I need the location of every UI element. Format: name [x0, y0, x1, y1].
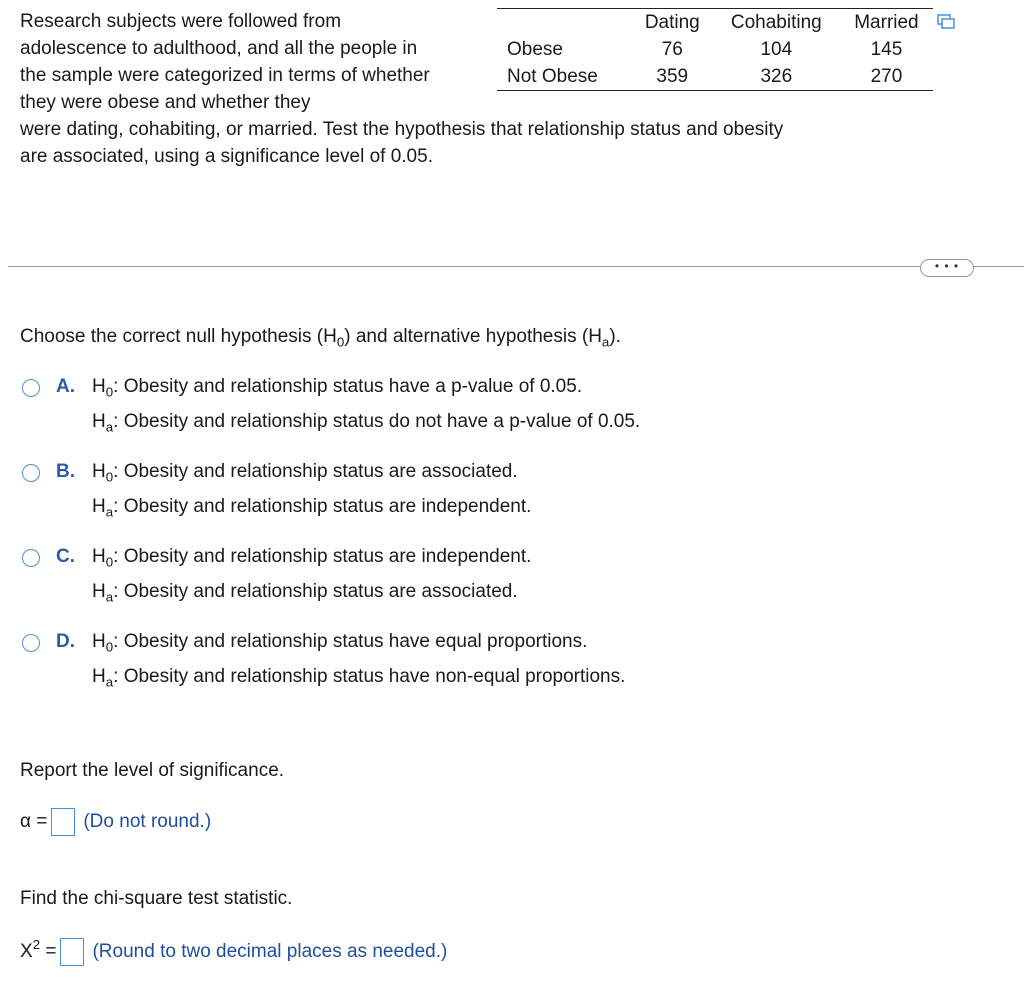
column-header: Cohabiting [730, 11, 822, 33]
h-letter: H [92, 461, 106, 482]
radio-button[interactable] [22, 549, 40, 567]
chi-square-label [20, 937, 57, 963]
choice-letter: C. [56, 546, 75, 567]
prompt-sub: a [601, 334, 610, 350]
table-row [497, 36, 933, 63]
hypothesis-text: : Obesity and relationship status have equal proportions. [113, 631, 588, 652]
table-header-row [497, 9, 933, 37]
h-letter: H [92, 581, 106, 602]
h-sub: a [105, 504, 114, 520]
alternative-hypothesis [92, 411, 640, 433]
problem-line-6: are associated, using a significance level of 0.05. [20, 146, 433, 167]
radio-button[interactable] [22, 464, 40, 482]
chi-square-input[interactable] [60, 938, 84, 966]
alternative-hypothesis [92, 581, 518, 603]
prompt-sub: 0 [336, 334, 345, 350]
h-letter: H [92, 496, 106, 517]
hypothesis-text: : Obesity and relationship status are associated. [113, 581, 518, 602]
radio-button[interactable] [22, 634, 40, 652]
h-sub: a [105, 589, 114, 605]
choice-letter: D. [56, 631, 75, 652]
h-letter: H [92, 411, 106, 432]
contingency-table-container [497, 8, 933, 91]
table-cell: 145 [870, 38, 903, 60]
h-letter: H [92, 376, 106, 397]
null-hypothesis [92, 461, 518, 483]
table-corner [497, 9, 632, 37]
problem-line-3: the sample were categorized in terms of whether [20, 65, 430, 86]
h-sub: 0 [105, 554, 114, 570]
column-header: Dating [644, 11, 700, 33]
alpha-answer-row [20, 808, 211, 836]
h-sub: 0 [105, 384, 114, 400]
table-cell: 326 [760, 65, 793, 87]
prompt-text: Choose the correct null hypothesis (H [20, 326, 337, 347]
problem-line-4: they were obese and whether they [20, 92, 311, 113]
more-button[interactable]: • • • [920, 259, 974, 277]
alternative-hypothesis [92, 666, 625, 688]
row-label: Not Obese [507, 65, 598, 87]
alternative-hypothesis [92, 496, 531, 518]
problem-line-2: adolescence to adulthood, and all the people in [20, 38, 418, 59]
chi-square-hint: (Round to two decimal places as needed.) [92, 941, 448, 962]
significance-prompt: Report the level of significance. [20, 760, 285, 781]
null-hypothesis [92, 376, 582, 398]
contingency-table [497, 8, 933, 91]
h-sub: 0 [105, 639, 114, 655]
chi-square-prompt: Find the chi-square test statistic. [20, 888, 293, 909]
hypothesis-text: : Obesity and relationship status have a p-value of 0.05. [113, 376, 583, 397]
null-hypothesis [92, 546, 531, 568]
chi-letter: X [20, 941, 33, 962]
prompt-text: ) and alternative hypothesis (H [344, 326, 602, 347]
chi-exponent: 2 [32, 937, 41, 953]
section-divider [8, 266, 1024, 267]
hypothesis-text: : Obesity and relationship status do not have a p-value of 0.05. [113, 411, 641, 432]
hypothesis-prompt [20, 326, 621, 348]
prompt-text: ). [609, 326, 621, 347]
table-cell: 76 [661, 38, 683, 60]
table-row [497, 63, 933, 91]
alpha-hint: (Do not round.) [83, 811, 212, 832]
table-cell: 270 [870, 65, 903, 87]
chi-square-answer-row [20, 938, 447, 966]
table-cell: 104 [760, 38, 793, 60]
alpha-input[interactable] [51, 808, 75, 836]
h-sub: 0 [105, 469, 114, 485]
row-label: Obese [507, 38, 563, 60]
h-letter: H [92, 546, 106, 567]
problem-line-5: were dating, cohabiting, or married. Test the hypothesis that relationship status and obesity [20, 119, 784, 140]
table-cell: 359 [656, 65, 689, 87]
h-letter: H [92, 666, 106, 687]
hypothesis-text: : Obesity and relationship status have non-equal proportions. [113, 666, 626, 687]
h-letter: H [92, 631, 106, 652]
choice-letter: A. [56, 376, 75, 397]
problem-line-1: Research subjects were followed from [20, 11, 342, 32]
hypothesis-text: : Obesity and relationship status are associated. [113, 461, 518, 482]
choice-letter: B. [56, 461, 75, 482]
null-hypothesis [92, 631, 587, 653]
column-header: Married [854, 11, 919, 33]
radio-button[interactable] [22, 379, 40, 397]
chi-equals: = [40, 941, 57, 962]
hypothesis-text: : Obesity and relationship status are independent. [113, 496, 532, 517]
hypothesis-text: : Obesity and relationship status are independent. [113, 546, 532, 567]
alpha-label: α = [20, 811, 48, 832]
h-sub: a [105, 419, 114, 435]
h-sub: a [105, 674, 114, 690]
copy-icon[interactable] [937, 14, 955, 30]
